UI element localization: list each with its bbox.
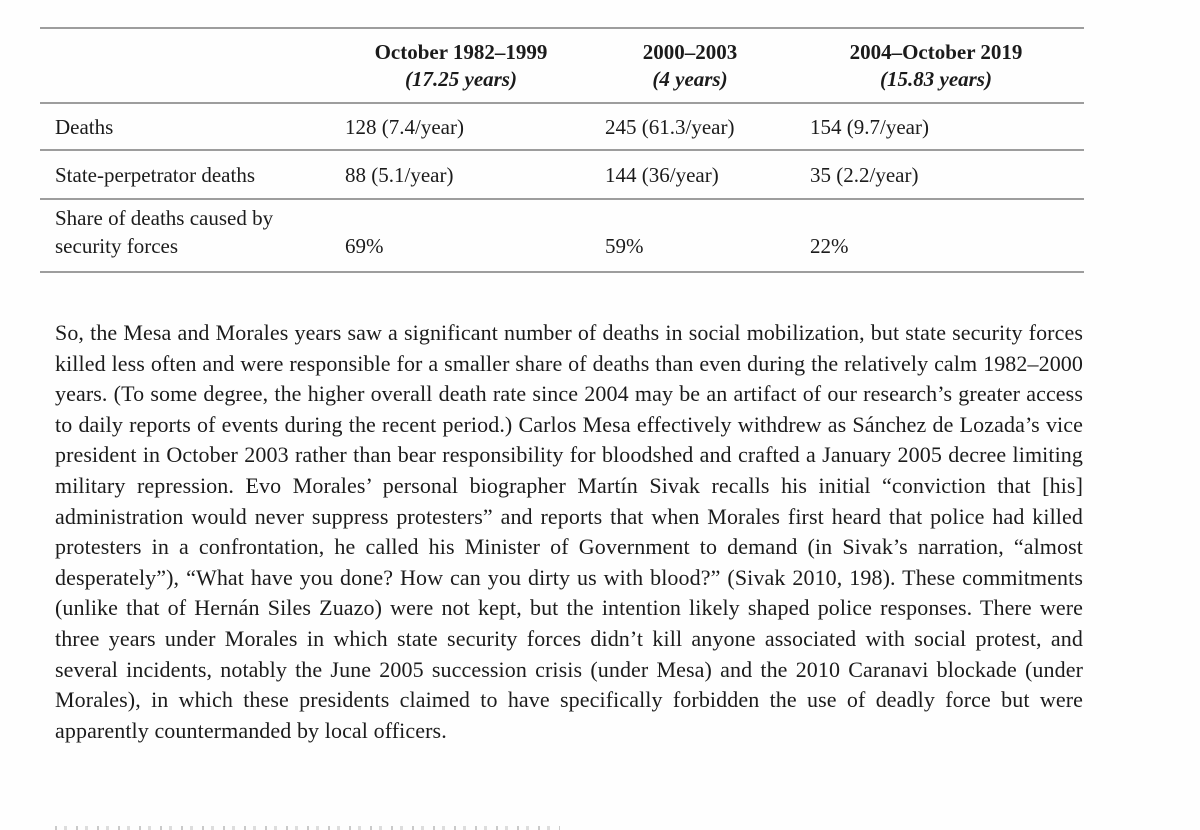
table-cell-value: 22% [810,234,849,258]
body-paragraph: So, the Mesa and Morales years saw a significant number of deaths in social mobilization, but state security forces killed less often and were responsible for a smaller share of deaths than even during the relatively calm 1982–2000 years. (To some degree, the higher overall death rate since 2004 may be an artifact of our research’s greater access to daily reports of events during the recent period.) Carlos Mesa effectively withdrew as Sánchez de Lozada’s vice president in October 2003 rather than bear responsibility for bloodshed and crafted a January 2005 decree limiting military repression. Evo Morales’ personal biographer Martín Sivak recalls his initial “conviction that [his] administration would never suppress protesters” and reports that when Morales first heard that police had killed protesters in a confrontation, he called his Minister of Government to demand (in Sivak’s narration, “almost desperately”), “What have you done? How can you dirty us with blood?” (Sivak 2010, 198). These commitments (unlike that of Hernán Siles Zuazo) were not kept, but the intention likely shaped police responses. There were three years under Morales in which state security forces didn’t kill anyone associated with social protest, and several incidents, notably the June 2005 succession crisis (under Mesa) and the 2010 Caranavi blockade (under Morales), in which these presidents claimed to have specifically forbidden the use of deadly force but were apparently countermanded by local officers. [55,320,1083,743]
table-cell-value: 144 (36/year) [605,162,719,187]
column-period-label: 2004–October 2019 [849,39,1023,64]
table-cell-value: 154 (9.7/year) [810,114,929,139]
table-cell-value: 59% [605,234,644,258]
table-header-row [40,29,1084,104]
column-duration-label: (4 years) [652,66,728,91]
row-label: State-perpetrator deaths [55,162,255,187]
column-period-label: 2000–2003 [642,39,738,64]
table-row-share-security-forces [40,200,1084,273]
column-duration-label: (15.83 years) [880,66,992,91]
table-cell-value: 88 (5.1/year) [345,162,454,187]
clipped-text-fragment [55,823,560,830]
column-header-period-1 [330,39,592,93]
table-row-deaths [40,104,1084,151]
table-cell-value: 245 (61.3/year) [605,114,735,139]
table-cell-value: 69% [345,234,384,258]
table-cell-value: 35 (2.2/year) [810,162,919,187]
table-cell-value: 128 (7.4/year) [345,114,464,139]
table-row-state-perpetrator-deaths [40,151,1084,200]
row-label: Share of deaths caused by security forces [55,206,274,258]
row-label: Deaths [55,114,114,139]
column-period-label: October 1982–1999 [374,39,548,64]
column-duration-label: (17.25 years) [405,66,517,91]
column-header-period-2 [592,39,788,93]
column-header-period-3 [788,39,1084,93]
deaths-statistics-table [40,27,1084,273]
